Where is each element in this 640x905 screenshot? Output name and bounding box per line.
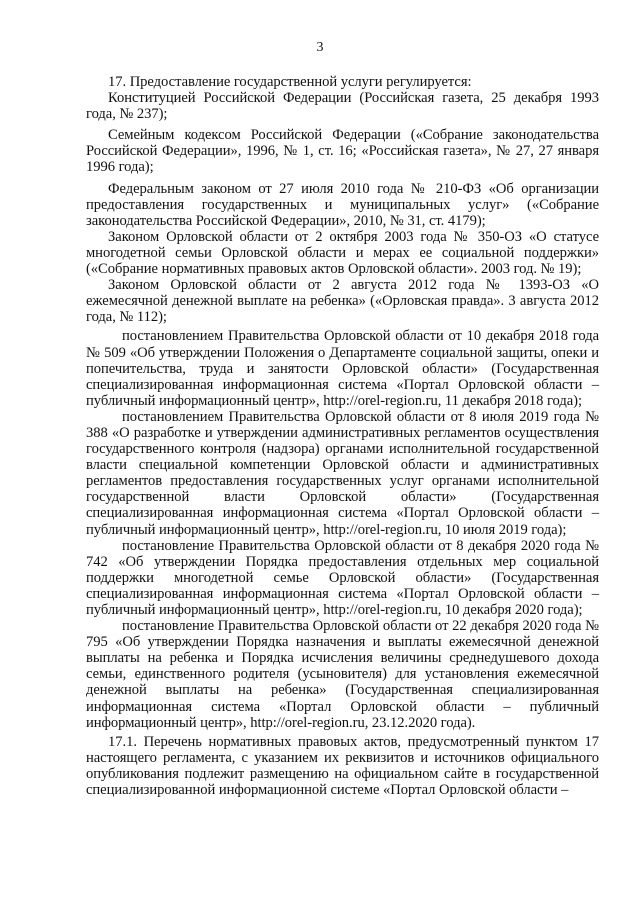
paragraph-family-code: Семейным кодексом Российской Федерации («Собрание законодательства Российской Федерации», 1996, № 1, ст. 16; «Российская газета», № 27, 27 января 1996 года);	[86, 127, 599, 176]
document-body	[86, 74, 599, 798]
paragraph-17-1: 17.1. Перечень нормативных правовых актов, предусмотренный пунктом 17 настоящего регламента, с указанием их реквизитов и источников официального опубликования подлежит размещению на официальном сайте в государственной специализированной информационной системе «Портал Орловской области –	[86, 733, 599, 799]
paragraph-resolution-388: постановлением Правительства Орловской области от 8 июля 2019 года № 388 «О разработке и утверждении административных регламентов осуществления государственного контроля (надзора) органами исполнительной государственной власти специальной компетенции Орловской области и административных регламентов предоставления государственных услуг органами исполнительной государственной власти Орловской области» (Государственная специализированная информационная система «Портал Орловской области – публичный информационный центр», http://orel-region.ru, 10 июля 2019 года);	[86, 408, 599, 538]
paragraph-law-350-oz: Законом Орловской области от 2 октября 2003 года № 350-ОЗ «О статусе многодетной семьи Орловской области и мерах ее социальной поддержки» («Собрание нормативных правовых актов Орловской области». 2003 год. № 19);	[86, 228, 599, 278]
paragraph-resolution-509: постановлением Правительства Орловской области от 10 декабря 2018 года № 509 «Об утверждении Положения о Департаменте социальной защиты, опеки и попечительства, труда и занятости Орловской области» (Государственная специализированная информационная система «Портал Орловской области – публичный информационный центр», http://orel-region.ru, 11 декабря 2018 года);	[86, 328, 599, 409]
paragraph-federal-law-210: Федеральным законом от 27 июля 2010 года № 210-ФЗ «Об организации предоставления государственных и муниципальных услуг» («Собрание законодательства Российской Федерации», 2010, № 31, ст. 4179);	[86, 180, 599, 229]
paragraph-resolution-742: постановление Правительства Орловской области от 8 декабря 2020 года № 742 «Об утверждении Порядка предоставления отдельных мер социальной поддержки многодетной семье Орловской области» (Государственная специализированная информационная система «Портал Орловской области – публичный информационный центр», http://orel-region.ru, 10 декабря 2020 года);	[86, 537, 599, 618]
paragraph-resolution-795: постановление Правительства Орловской области от 22 декабря 2020 года № 795 «Об утверждении Порядка назначения и выплаты ежемесячной денежной выплаты на ребенка и Порядка исчисления величины среднедушевого дохода семьи, единственного родителя (усыновителя) для установления ежемесячной денежной выплаты на ребенка» (Государственная специализированная информационная система «Портал Орловской области – публичный информационный центр», http://orel-region.ru, 23.12.2020 года).	[86, 618, 599, 731]
paragraph-constitution: Конституцией Российской Федерации (Российская газета, 25 декабря 1993 года, № 237);	[86, 90, 599, 123]
paragraph-17-heading: 17. Предоставление государственной услуги регулируется:	[108, 74, 472, 90]
page-number: 3	[316, 40, 324, 55]
paragraph-law-1393-oz: Законом Орловской области от 2 августа 2012 года № 1393-ОЗ «О ежемесячной денежной выплате на ребенка» («Орловская правда». 3 августа 2012 года, № 112);	[86, 277, 599, 326]
